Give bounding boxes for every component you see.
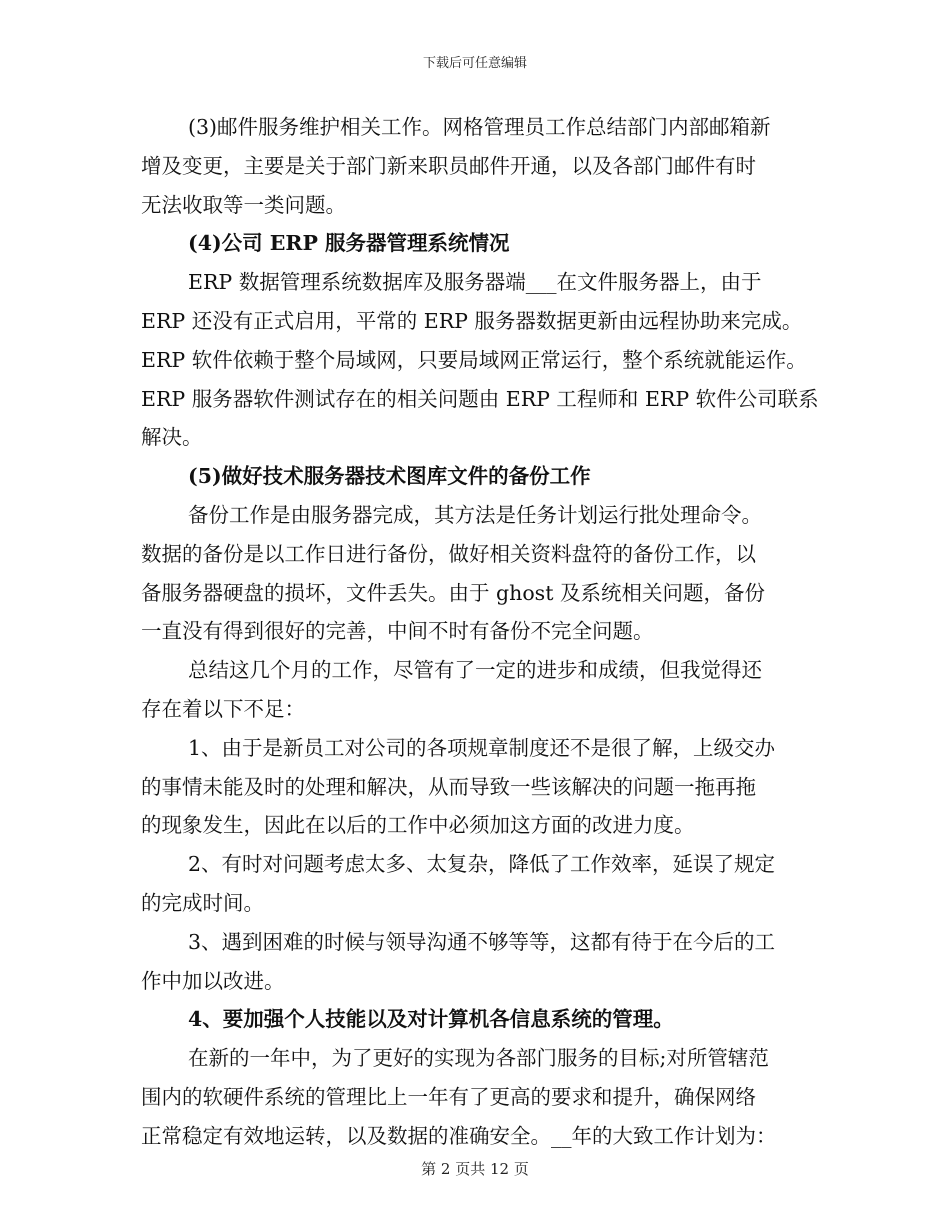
- paragraph-line: (3)邮件服务维护相关工作。网格管理员工作总结部门内部邮箱新: [188, 115, 771, 139]
- paragraph-line: 备份工作是由服务器完成，其方法是任务计划运行批处理命令。: [188, 503, 762, 527]
- page-header: 下载后可任意编辑: [422, 56, 527, 71]
- section-heading: 4、要加强个人技能以及对计算机各信息系统的管理。: [188, 1007, 674, 1032]
- paragraph-line: 增及变更，主要是关于部门新来职员邮件开通，以及各部门邮件有时: [141, 153, 756, 178]
- paragraph-line: 在新的一年中，为了更好的实现为各部门服务的目标;对所管辖范: [188, 1046, 769, 1071]
- paragraph-line: 解决。: [141, 425, 203, 450]
- page-footer: 第 2 页共 12 页: [421, 1160, 529, 1178]
- paragraph-line: 一直没有得到很好的完善，中间不时有备份不完全问题。: [141, 619, 654, 644]
- paragraph-line: 总结这几个月的工作，尽管有了一定的进步和成绩，但我觉得还: [188, 658, 762, 683]
- paragraph-line: 备服务器硬盘的损坏，文件丢失。由于 ghost 及系统相关问题，备份: [141, 580, 765, 605]
- paragraph-line: 围内的软硬件系统的管理比上一年有了更高的要求和提升，确保网络: [141, 1085, 756, 1109]
- paragraph-line: 正常稳定有效地运转，以及数据的准确安全。__年的大致工作计划为：: [141, 1123, 777, 1148]
- paragraph-line: ERP 服务器软件测试存在的相关问题由 ERP 工程师和 ERP 软件公司联系: [141, 386, 819, 411]
- section-heading: (4)公司 ERP 服务器管理系统情况: [188, 231, 510, 256]
- paragraph-line: 3、遇到困难的时候与领导沟通不够等等，这都有待于在今后的工: [188, 929, 776, 954]
- paragraph-line: 2、有时对问题考虑太多、太复杂，降低了工作效率，延误了规定: [188, 852, 776, 877]
- paragraph-line: ERP 还没有正式启用，平常的 ERP 服务器数据更新由远程协助来完成。: [141, 309, 803, 333]
- paragraph-line: 数据的备份是以工作日进行备份，做好相关资料盘符的备份工作，以: [141, 541, 756, 566]
- paragraph-line: 作中加以改进。: [141, 968, 285, 993]
- paragraph-line: 1、由于是新员工对公司的各项规章制度还不是很了解，上级交办: [188, 735, 776, 760]
- paragraph-line: 无法收取等一类问题。: [141, 192, 346, 217]
- paragraph-line: 的事情未能及时的处理和解决，从而导致一些该解决的问题一拖再拖: [141, 774, 756, 799]
- section-heading: (5)做好技术服务器技术图库文件的备份工作: [188, 464, 591, 489]
- paragraph-line: ERP 软件依赖于整个局域网，只要局域网正常运行，整个系统就能运作。: [141, 347, 807, 372]
- paragraph-line: 的完成时间。: [141, 891, 264, 915]
- paragraph-line: ERP 数据管理系统数据库及服务器端___在文件服务器上，由于: [188, 270, 762, 295]
- paragraph-line: 存在着以下不足：: [141, 697, 305, 721]
- paragraph-line: 的现象发生，因此在以后的工作中必须加这方面的改进力度。: [141, 813, 695, 838]
